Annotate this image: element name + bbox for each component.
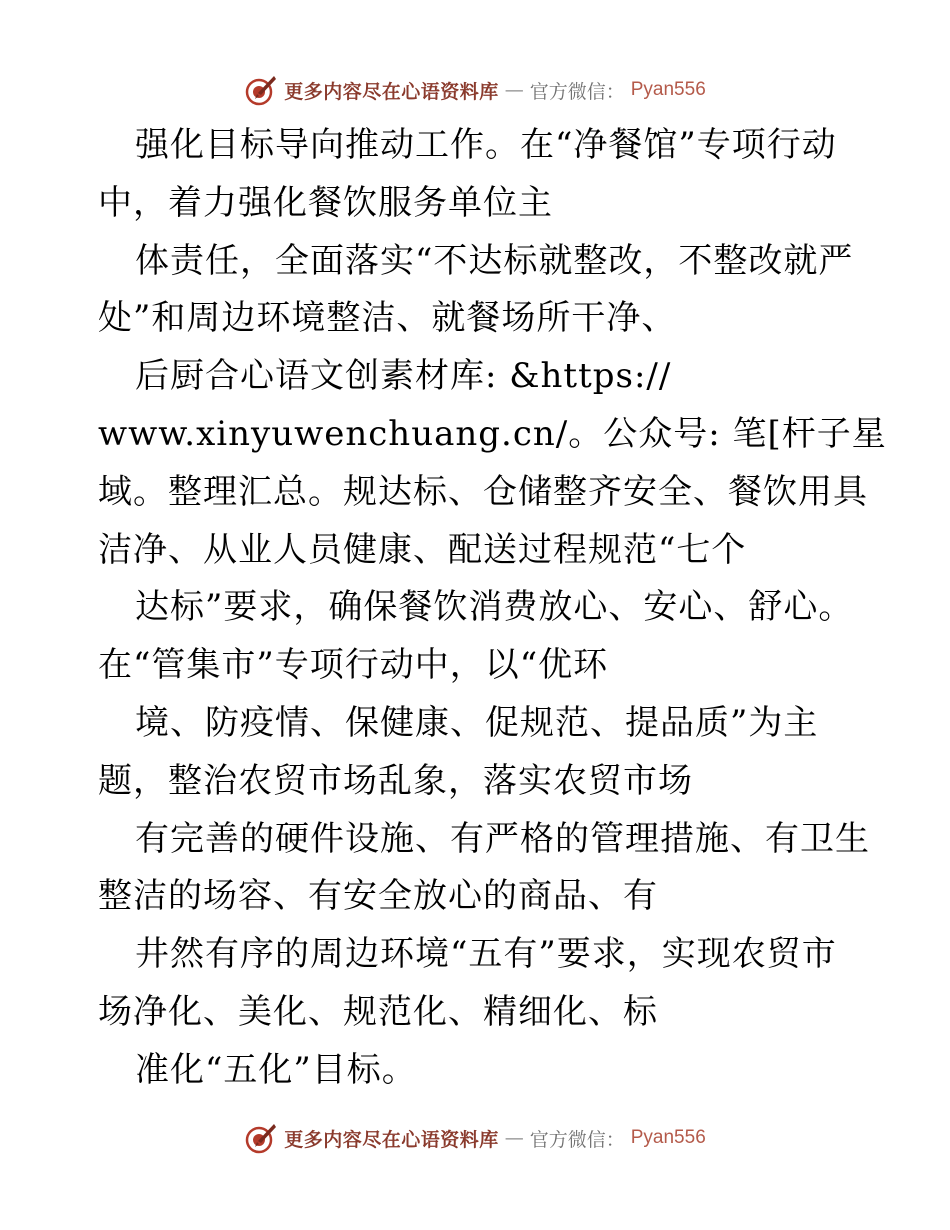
footer-wechat-label: 官方微信： — [529, 1128, 625, 1151]
text-line: 在“管集市”专项行动中，以“优环 — [98, 645, 609, 686]
text-line: 达标”要求，确保餐饮消费放心、安心、舒心。 — [135, 587, 854, 628]
footer-brand-text: 更多内容尽在心语资料库 — [284, 1128, 499, 1151]
text-line: 洁净、从业人员健康、配送过程规范“七个 — [98, 529, 747, 570]
quill-pen-seal-icon — [244, 1121, 278, 1155]
text-line: 中，着力强化餐饮服务单位主 — [98, 182, 553, 223]
text-line: www.xinyuwenchuang.cn/。公众号: 笔[杆子星 — [98, 413, 887, 454]
text-line: 井然有序的周边环境“五有”要求，实现农贸市 — [135, 934, 837, 975]
text-line: 有完善的硬件设施、有严格的管理措施、有卫生 — [135, 818, 870, 859]
text-line: 后厨合心语文创素材库: &https:// — [135, 356, 672, 397]
body-text — [98, 117, 887, 1100]
quill-pen-seal-icon — [244, 73, 278, 107]
text-line: 场净化、美化、规范化、精细化、标 — [98, 991, 658, 1032]
header-separator: — — [504, 79, 524, 101]
header-brand-text: 更多内容尽在心语资料库 — [284, 80, 499, 103]
text-line: 境、防疫情、保健康、促规范、提品质”为主 — [135, 702, 819, 743]
footer-wechat-id: Pyan556 — [630, 1127, 706, 1148]
text-line: 处”和周边环境整洁、就餐场所干净、 — [98, 298, 677, 339]
text-line: 题，整治农贸市场乱象，落实农贸市场 — [98, 760, 693, 801]
footer-separator: — — [504, 1127, 524, 1149]
text-line: 强化目标导向推动工作。在“净餐馆”专项行动 — [135, 125, 837, 165]
header-wechat-label: 官方微信： — [529, 80, 625, 103]
text-line: 整洁的场容、有安全放心的商品、有 — [98, 876, 658, 917]
text-line: 域。整理汇总。规达标、仓储整齐安全、餐饮用具 — [98, 471, 868, 512]
header-wechat-id: Pyan556 — [630, 79, 706, 100]
header-banner — [0, 70, 950, 110]
text-line: 准化“五化”目标。 — [135, 1049, 417, 1090]
text-line: 体责任，全面落实“不达标就整改，不整改就严 — [135, 240, 854, 281]
footer-banner — [0, 1118, 950, 1158]
